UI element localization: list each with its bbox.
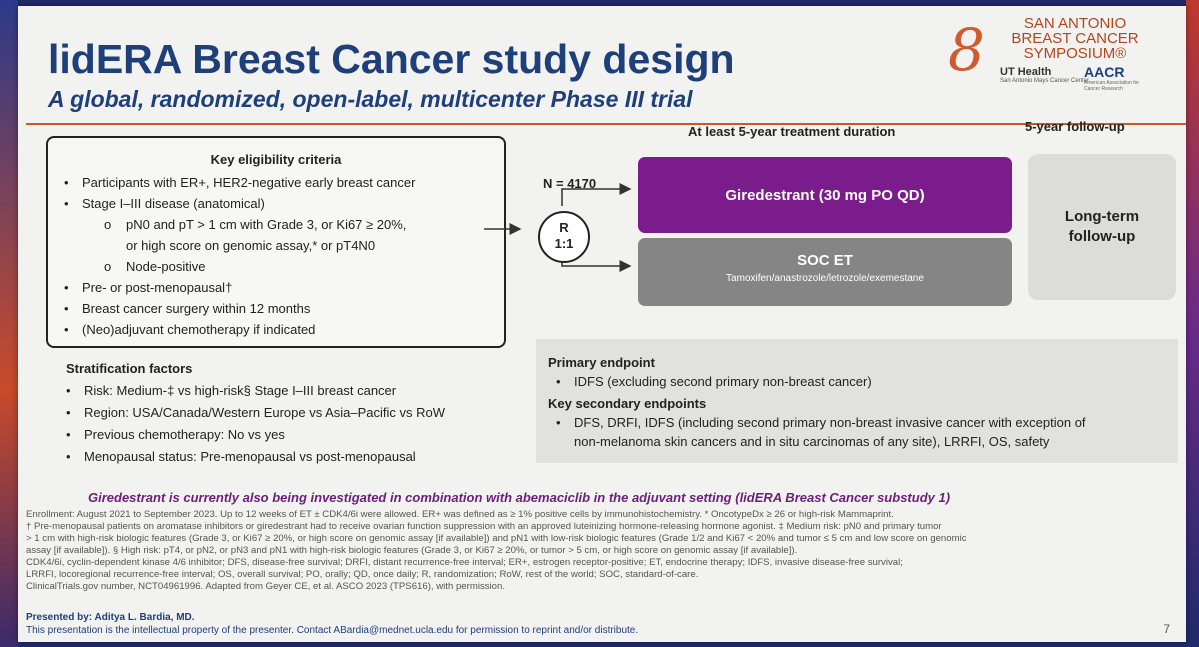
followup-line-1: Long-term (1064, 208, 1140, 225)
arm-soc-et (638, 238, 1012, 306)
aacr-sub: American Association for Cancer Research (1084, 80, 1140, 92)
arm-giredestrant (638, 157, 1012, 233)
sabcs-logo-icon: 8 (948, 16, 985, 84)
bullet-icon: • (556, 415, 561, 430)
substudy-note: Giredestrant is currently also being investigated in combination with abemaciclib in the adjuvant setting (lidERA Breast Cancer substudy 1) (88, 490, 951, 505)
bullet-icon: • (64, 301, 69, 316)
sabcs-line-2: BREAST CANCER (1011, 30, 1139, 47)
followup-box (1028, 154, 1176, 300)
arm-soc-et-sub: Tamoxifen/anastrozole/letrozole/exemestane (726, 273, 924, 284)
primary-endpoint-title: Primary endpoint (548, 355, 655, 370)
circle-bullet-icon: o (104, 217, 112, 232)
list-item-text: Node-positive (126, 259, 206, 274)
secondary-endpoint-title: Key secondary endpoints (548, 396, 707, 411)
footnote-line: assay [if available]). § High risk: pT4, or pN2, or pN3 and pN1 with high-risk biologic features (Grade 3, or Ki67 ≥ 20%, or tumor > 5 cm, or high score on genomic assay [if available]). (26, 545, 798, 556)
list-item-text: Risk: Medium-‡ vs high-risk§ Stage I–III breast cancer (84, 383, 397, 398)
list-item-text: or high score on genomic assay,* or pT4N0 (126, 238, 376, 253)
list-item-text: Participants with ER+, HER2-negative early breast cancer (82, 175, 416, 190)
list-item (66, 446, 445, 468)
endpoints-box (536, 339, 1178, 463)
randomization-label: R (559, 220, 569, 235)
slide-edge-right (1186, 0, 1199, 647)
list-item-text: Pre- or post-menopausal† (82, 280, 233, 295)
arrow-to-arm1 (562, 189, 630, 206)
circle-bullet-icon: o (104, 259, 112, 274)
list-item-text: Region: USA/Canada/Western Europe vs Asia–Pacific vs RoW (84, 405, 446, 420)
bullet-icon: • (66, 449, 71, 464)
footnote-line: CDK4/6i, cyclin-dependent kinase 4/6 inhibitor; DFS, disease-free survival; DRFI, distant recurrence-free interval; ER+, estrogen receptor-positive; ET, endocrine therapy; IDFS, invasive disease-free survival; (26, 557, 903, 568)
bullet-icon: • (556, 374, 561, 389)
list-item-text: DFS, DRFI, IDFS (including second primary non-breast invasive cancer with exception of (574, 415, 1086, 430)
footnote-line: Enrollment: August 2021 to September 2023. Up to 12 weeks of ET ± CDK4/6i were allowed. ER+ was defined as ≥ 1% positive cells by immunohistochemistry. * OncotypeDx ≥ 26 or high-risk Mammaprint. (26, 509, 894, 520)
bullet-icon: • (64, 322, 69, 337)
list-item-text: Breast cancer surgery within 12 months (82, 301, 311, 316)
list-item-text: Previous chemotherapy: No vs yes (84, 427, 285, 442)
ut-health-name: UT Health (1000, 66, 1052, 78)
footnote-line: ClinicalTrials.gov number, NCT04961996. Adapted from Geyer CE, et al. ASCO 2023 (TPS616), with permission. (26, 581, 506, 592)
bullet-icon: • (66, 383, 71, 398)
property-notice: This presentation is the intellectual property of the presenter. Contact ABardia@mednet.ucla.edu for permission to reprint and/or distribute. (26, 625, 639, 636)
sabcs-line-1: SAN ANTONIO (1023, 15, 1127, 32)
randomization-ratio: 1:1 (554, 236, 574, 251)
bullet-icon: • (66, 405, 71, 420)
treatment-duration-header: At least 5-year treatment duration (688, 124, 896, 139)
randomization-node (538, 211, 590, 263)
followup-header: 5-year follow-up (1025, 119, 1125, 134)
slide-subtitle: A global, randomized, open-label, multicenter Phase III trial (48, 86, 693, 112)
list-item-text: (Neo)adjuvant chemotherapy if indicated (82, 322, 316, 337)
sabcs-line-3: SYMPOSIUM® (1023, 45, 1127, 62)
stratification-section (66, 358, 445, 468)
list-item (66, 380, 445, 402)
list-item-text: pN0 and pT > 1 cm with Grade 3, or Ki67 ≥ 20%, (126, 217, 407, 232)
presented-by: Presented by: Aditya L. Bardia, MD. (26, 612, 195, 623)
bullet-icon: • (64, 280, 69, 295)
sample-size: N = 4170 (543, 176, 597, 191)
list-item-continuation: non-melanoma skin cancers and in situ carcinomas of any site), LRRFI, OS, safety (574, 434, 1050, 449)
page-number: 7 (1163, 622, 1170, 636)
list-item-text: Menopausal status: Pre-menopausal vs post-menopausal (84, 449, 416, 464)
list-item (66, 402, 445, 424)
footnote-line: LRRFI, locoregional recurrence-free interval; OS, overall survival; PO, orally; QD, once daily; R, randomization; RoW, rest of the world; SOC, standard-of-care. (26, 569, 699, 580)
list-item-text: IDFS (excluding second primary non-breast cancer) (574, 374, 872, 389)
bullet-icon: • (64, 175, 69, 190)
arm-soc-et-title: SOC ET (797, 252, 853, 269)
slide (18, 6, 1186, 642)
bullet-icon: • (66, 427, 71, 442)
footnote-line: † Pre-menopausal patients on aromatase inhibitors or giredestrant had to receive ovarian function suppression with an approved luteinizing hormone-releasing hormone agonist. ‡ Medium risk: pN0 and primary tumor (26, 521, 942, 532)
eligibility-title: Key eligibility criteria (210, 152, 342, 167)
stratification-title: Stratification factors (66, 361, 193, 376)
ut-health-sub: San Antonio Mays Cancer Center (1000, 78, 1090, 84)
aacr-name: AACR (1084, 64, 1125, 80)
list-item-text: Stage I–III disease (anatomical) (82, 196, 265, 211)
followup-line-2: follow-up (1068, 228, 1136, 245)
bullet-icon: • (64, 196, 69, 211)
footnotes (26, 509, 1176, 593)
slide-edge-left (0, 0, 18, 647)
arm-giredestrant-label: Giredestrant (30 mg PO QD) (725, 186, 925, 204)
list-item (548, 372, 1086, 391)
list-item (548, 413, 1086, 432)
footnote-line: > 1 cm with high-risk biologic features (Grade 3, or Ki67 ≥ 20%, or high score on genomic assay [if available]) and pN1 with low-risk biologic features (Grade 1/2 and Ki67 < 20% and tumor ≤ 5 cm and low score on genomic (26, 533, 967, 544)
list-item (66, 424, 445, 446)
slide-title: lidERA Breast Cancer study design (48, 36, 735, 82)
